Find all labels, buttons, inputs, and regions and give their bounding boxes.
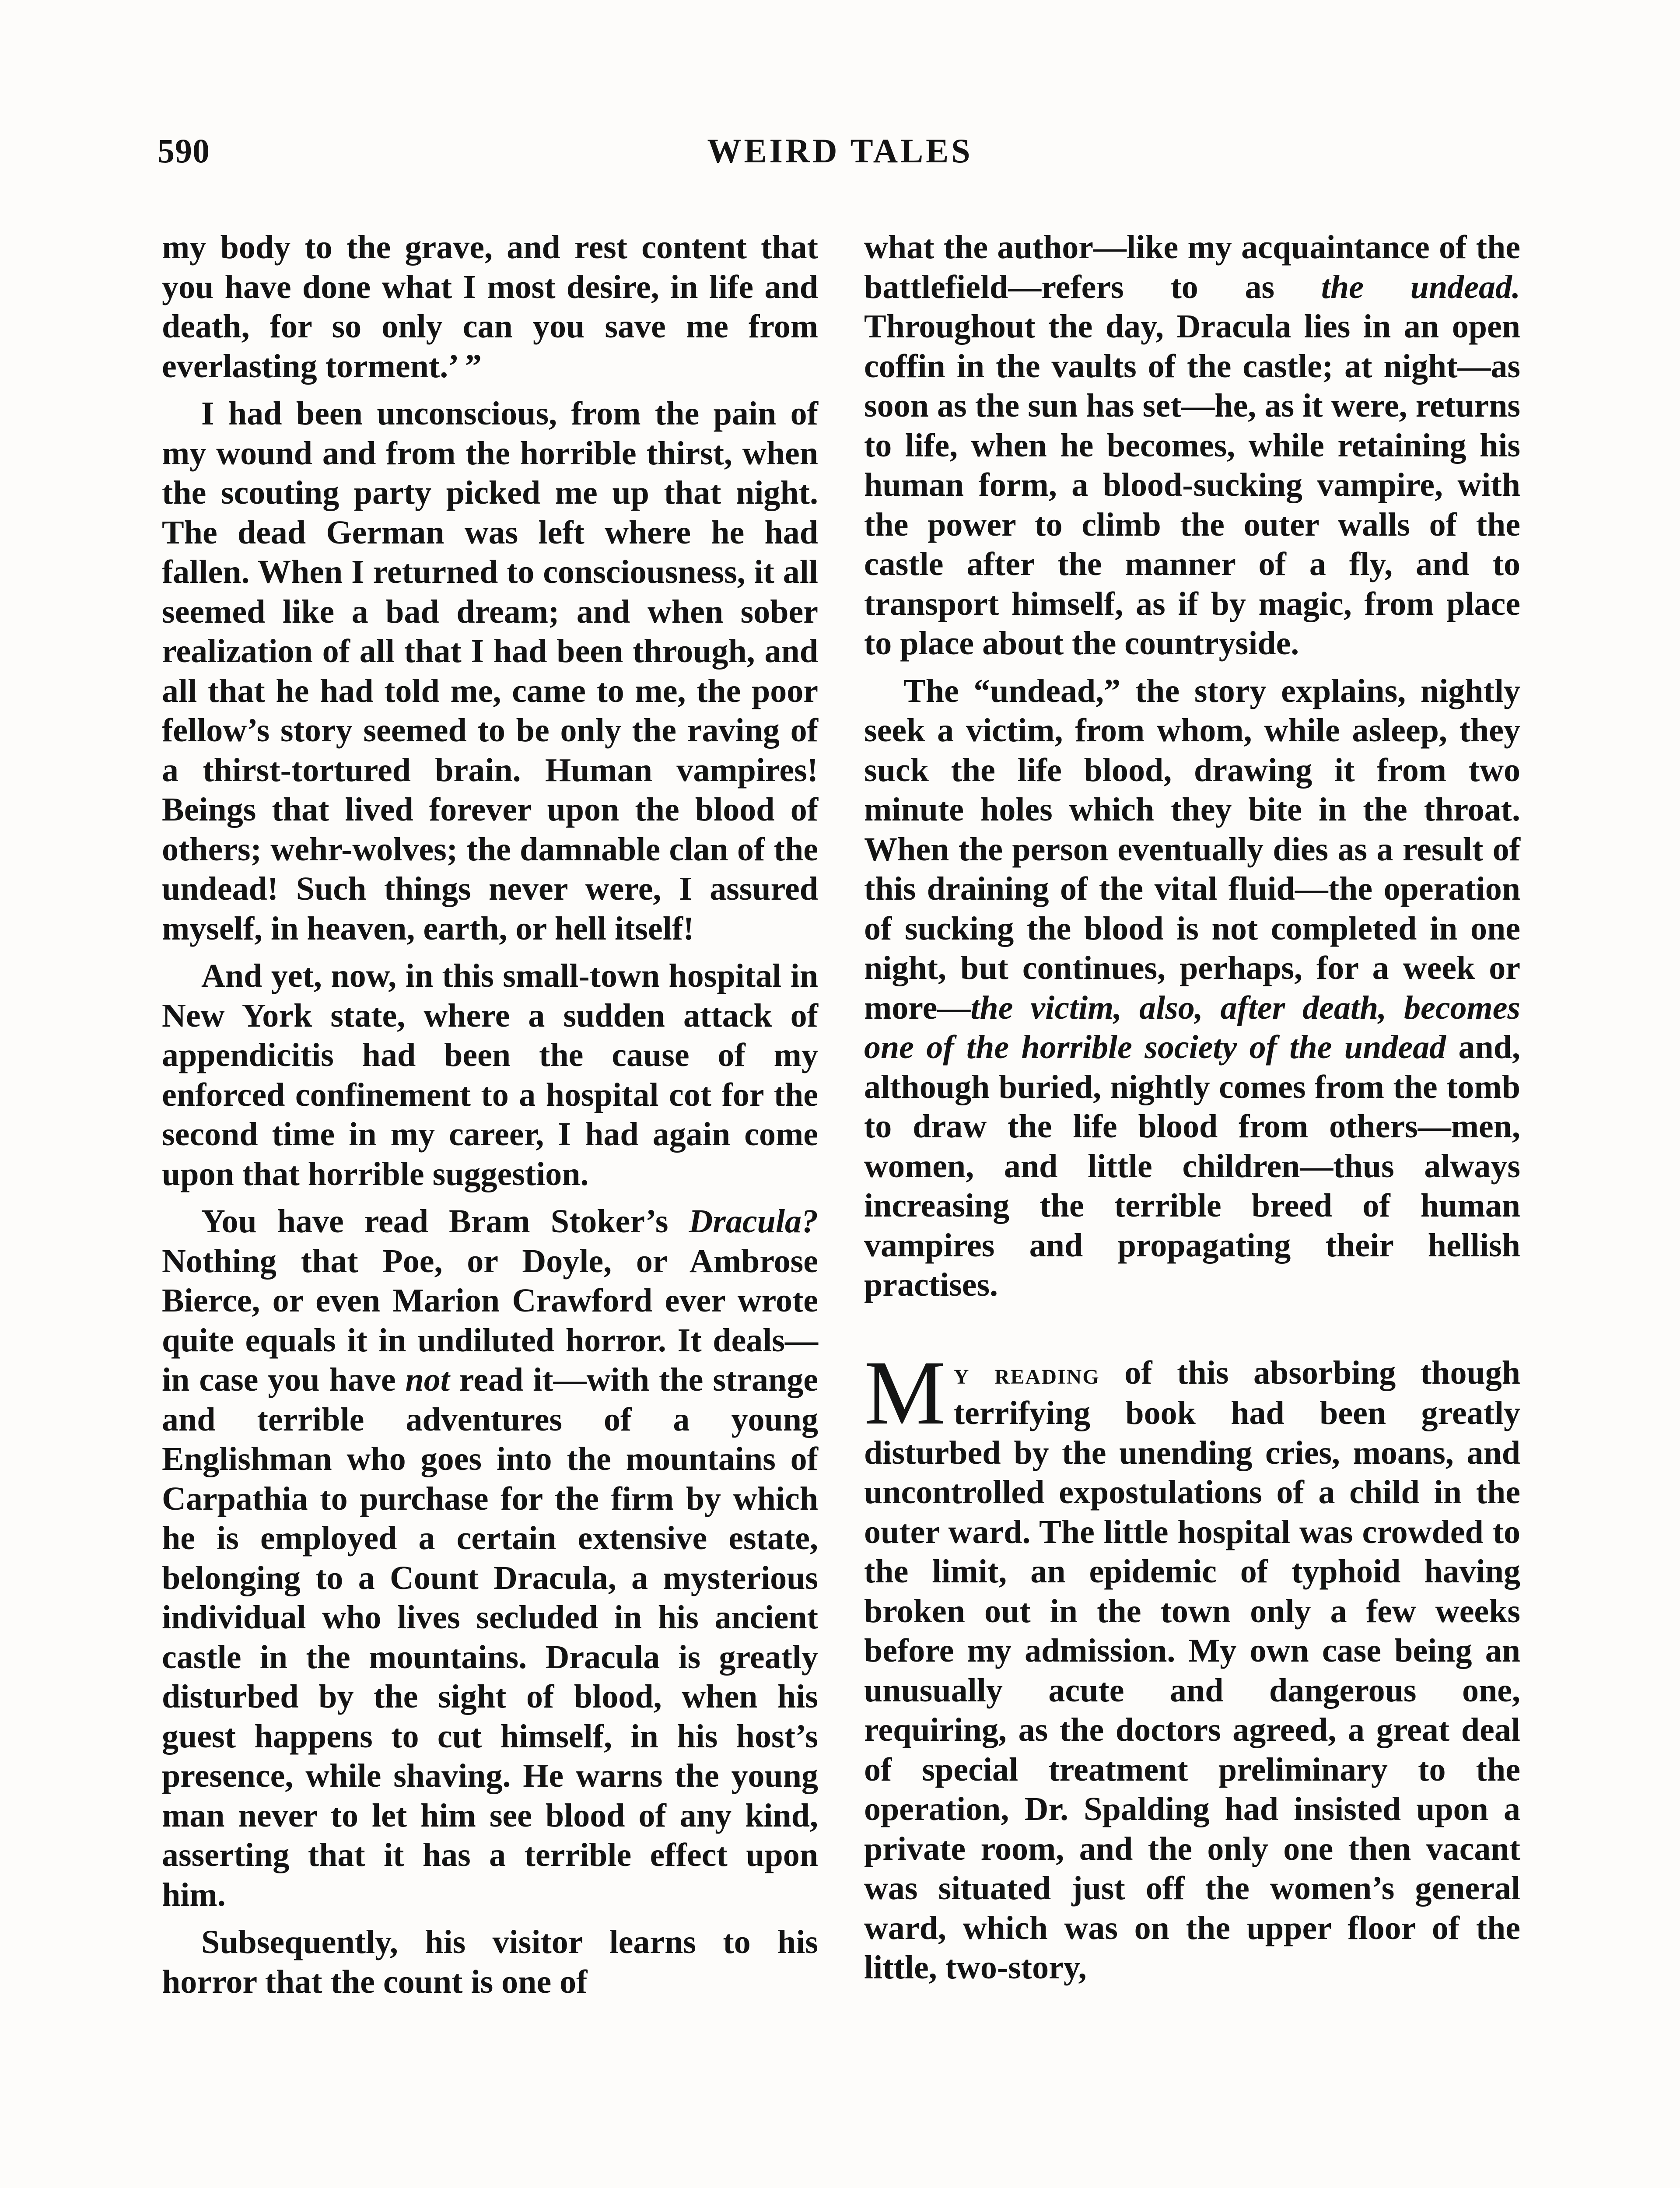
paragraph xyxy=(162,1202,818,1914)
text-run: read it—with the strange and terrible adventures of a young Englishman who goes into the mountains of Carpathia to purchase for the firm by which he is employed a certain extensive estate, belonging to a Count Dracula, a mysterious individual who lives secluded in his ancient castle in the mountains. Dracula is greatly disturbed by the sight of blood, when his guest happens to cut himself, in his host’s presence, while shaving. He warns the young man never to let him see blood of any kind, asserting that it has a terrible effect upon him. xyxy=(162,1361,818,1913)
text-run: and, although buried, nightly comes from the tomb to draw the life blood from others—men, women, and little children—thus always increasing the terrible breed of human vampires and propagating their hellish practises. xyxy=(864,1029,1520,1303)
emphasis: the undead. xyxy=(1321,268,1520,305)
emphasis: not xyxy=(405,1361,450,1398)
emphasis: the victim, also, after death, becomes one of the horrible society of the undead xyxy=(864,989,1520,1066)
text-run: what the author—like my acquaintance of the battlefield—refers to as xyxy=(864,229,1520,305)
paragraph: Subsequently, his visitor learns to his horror that the count is one of xyxy=(162,1924,818,2000)
paragraph: And yet, now, in this small-town hospital in New York state, where a sudden attack of appendicitis had been the cause of my enforced confinement to a hospital cot for the second time in my career, I had again come upon that horrible suggestion. xyxy=(162,957,818,1192)
page-header xyxy=(158,131,1522,184)
drop-cap: M xyxy=(864,1342,946,1444)
text-run: Throughout the day, Dracula lies in an open coffin in the vaults of the castle; at night—as soon as the sun has set—he, as it were, returns to life, when he becomes, while retaining his human form, a blood-sucking vampire, with the power to climb the outer walls of the castle after the manner of a fly, and to transport himself, as if by magic, from place to place about the countryside. xyxy=(864,308,1520,662)
paragraph xyxy=(864,671,1520,1305)
paragraph: my body to the grave, and rest content that you have done what I most desire, in life and death, for so only can you save me from everlasting torment.’ ” xyxy=(162,229,818,385)
left-column xyxy=(162,228,818,2009)
book-title: Dracula? xyxy=(689,1203,818,1240)
paragraph xyxy=(864,228,1520,663)
text-run: You have read Bram Stoker’s xyxy=(201,1203,689,1240)
text-run: of this absorbing though terrifying book had been greatly disturbed by the unending cries, moans, and uncontrolled expostulations of a child in the outer ward. The little hospital was crowded to the limit, an epidemic of typhoid having broken out in the town only a few weeks before my admission. My own case being an unusually acute and dangerous one, requiring, as the doctors agreed, a great deal of special treatment preliminary to the operation, Dr. Spalding had insisted upon a private room, and the only one then vacant was situated just off the women’s general ward, which was on the upper floor of the little, two-story, xyxy=(864,1354,1520,1986)
text-run: The “undead,” the story explains, nightly seek a victim, from whom, while asleep, they suck the life blood, drawing it from two minute holes which they bite in the throat. When the person eventually dies as a result of this draining of the vital fluid—the operation of sucking the blood is not completed in one night, but continues, perhaps, for a week or more— xyxy=(864,672,1520,1026)
right-column xyxy=(864,228,1520,1995)
section-start-paragraph xyxy=(864,1342,1520,1988)
running-head: WEIRD TALES xyxy=(707,132,973,170)
page-number: 590 xyxy=(158,132,210,170)
text-run: Nothing that Poe, or Doyle, or Ambrose Bierce, or even Marion Crawford ever wrote quite equals it in undiluted horror. It deals—in case you have xyxy=(162,1242,818,1398)
small-caps-lead: y reading xyxy=(953,1357,1100,1390)
paragraph: I had been unconscious, from the pain of my wound and from the horrible thirst, when the scouting party picked me up that night. The dead German was left where he had fallen. When I returned to consciousness, it all seemed like a bad dream; and when sober realization of all that I had been through, and all that he had told me, came to me, the poor fellow’s story seemed to be only the raving of a thirst-tortured brain. Human vampires! Beings that lived forever upon the blood of others; wehr-wolves; the damnable clan of the undead! Such things never were, I assured myself, in heaven, earth, or hell itself! xyxy=(162,395,818,947)
